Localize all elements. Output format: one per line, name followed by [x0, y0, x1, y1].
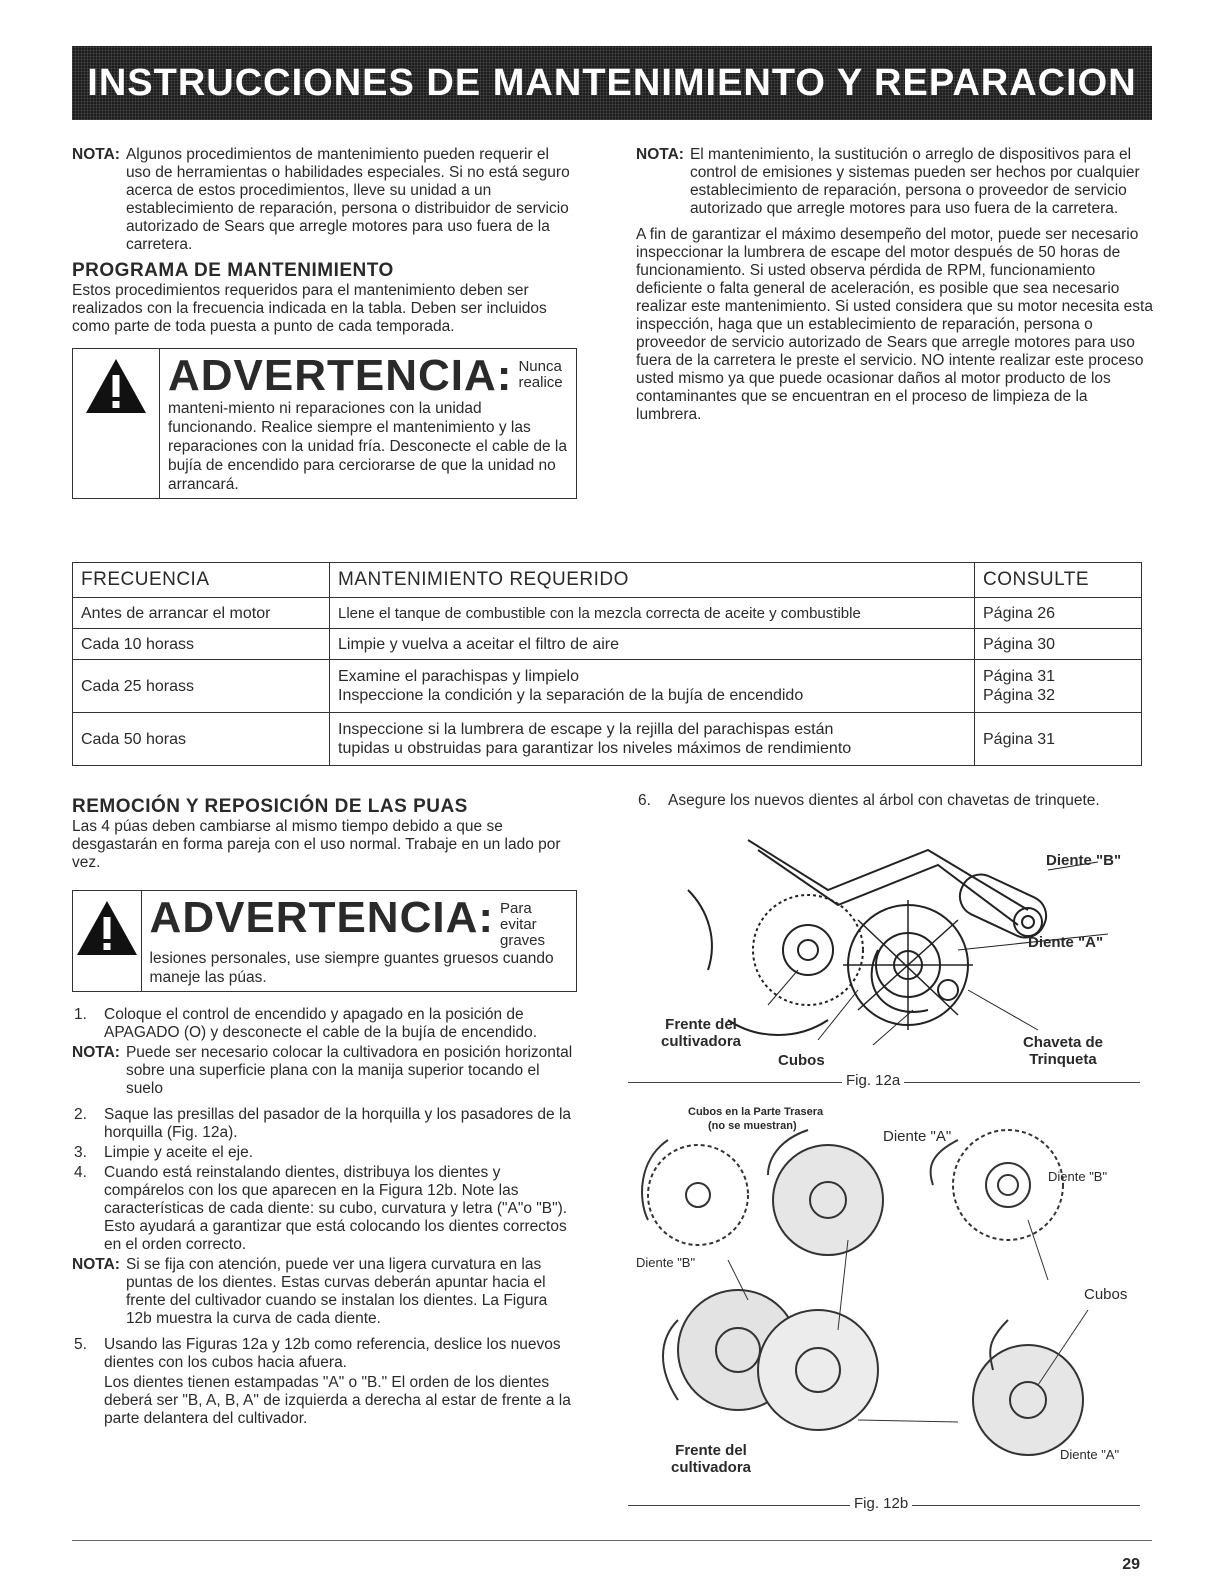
step-number: 2. [74, 1106, 87, 1123]
section-heading-remocion: REMOCIÓN Y REPOSICIÓN DE LAS PUAS [72, 796, 468, 817]
cell-frecuencia: Cada 50 horas [73, 713, 330, 766]
table-row [73, 660, 1142, 713]
nota-posicion [72, 1044, 577, 1098]
nota-text: Puede ser necesario colocar la cultivadora en posición horizontal sobre una superficie plana con la manija superior tocando el suelo [125, 1044, 573, 1097]
label-diente-b-left: Diente "B" [636, 1255, 696, 1270]
nota-label: NOTA: [72, 1256, 120, 1273]
footer-rule [72, 1540, 1152, 1541]
cell-line: tupidas u obstruidas para garantizar los niveles máximos de rendimiento [338, 740, 852, 757]
warning-title: ADVERTENCIA: [168, 351, 513, 400]
warning-triangle-icon [73, 349, 160, 498]
warning-box [72, 348, 577, 499]
warning-title: ADVERTENCIA: [149, 893, 494, 942]
steps-list [72, 1336, 577, 1372]
maintenance-table [72, 562, 1142, 766]
label-diente-b-right: Diente "B" [1048, 1169, 1108, 1184]
label-frente-cultivadora: Frente del cultivadora [670, 1442, 752, 1476]
column-header-frecuencia: FRECUENCIA [73, 563, 330, 598]
steps-list [72, 1106, 577, 1254]
step-text: Limpie y aceite el eje. [104, 1144, 254, 1161]
step5-continuation: Los dientes tienen estampadas "A" o "B." El orden de los dientes deberá ser "B, A, B, A" de izquierda a derecha al estar de frente a la parte delantera del cultivador. [104, 1374, 571, 1427]
label-diente-a-top: Diente "A" [883, 1128, 952, 1145]
steps-list [72, 1006, 577, 1042]
remocion-section [72, 792, 577, 1434]
cell-frecuencia: Cada 10 horass [73, 629, 330, 660]
step-number: 6. [638, 792, 651, 809]
label-diente-b: Diente "B" [1046, 852, 1122, 869]
remocion-intro: Las 4 púas deben cambiarse al mismo tiempo debido a que se desgastarán en forma pareja con el uso normal. Trabaje en un lado por vez. [72, 818, 561, 871]
lumbrera-paragraph: A fin de garantizar el máximo desempeño del motor, puede ser necesario inspeccionar la lumbrera de escape del motor después de 50 horas de funcionamiento. Si usted observa pérdida de RPM, funcionamiento deficiente o falta general de aceleración, es posible que sea necesario realizar este mantenimiento. Si usted considera que su motor necesita esta inspección, haga que un establecimiento de reparación, persona o proveedor de servicio autorizado de Sears que arregle motores para uso fuera de la carretera le preste el servicio. NO intente realizar este proceso usted mismo ya que puede ocasionar daños al motor producto de los contaminantes que se encuentran en el proceso de limpieza de la lumbrera. [636, 226, 1153, 423]
nota-label: NOTA: [72, 1044, 120, 1061]
step-number: 1. [74, 1006, 87, 1023]
list-item [72, 1106, 577, 1142]
step-text: Asegure los nuevos dientes al árbol con chavetas de trinquete. [668, 792, 1100, 809]
table-row [73, 713, 1142, 766]
list-item [72, 1336, 577, 1372]
cell-line: Inspeccione la condición y la separación de la bujía de encendido [338, 687, 804, 704]
cell-mantenimiento [330, 660, 975, 713]
list-item [72, 1164, 577, 1254]
warning-triangle-icon [73, 891, 142, 991]
cell-line: Examine el parachispas y limpielo [338, 668, 579, 685]
caption-fig-12a: Fig. 12a [842, 1072, 904, 1089]
label-diente-a: Diente "A" [1028, 934, 1104, 951]
list-item [72, 1144, 577, 1162]
nota-mantenimiento [72, 146, 577, 254]
step-text: Usando las Figuras 12a y 12b como referencia, deslice los nuevos dientes con los cubos hacia afuera. [104, 1336, 561, 1371]
column-header-mantenimiento: MANTENIMIENTO REQUERIDO [330, 563, 975, 598]
cell-mantenimiento: Llene el tanque de combustible con la mezcla correcta de aceite y combustible [330, 598, 975, 629]
page-title: INSTRUCCIONES DE MANTENIMIENTO Y REPARACION [87, 61, 1137, 104]
cell-line: Inspeccione si la lumbrera de escape y la rejilla del parachispas están [338, 721, 834, 738]
label-cubos: Cubos [778, 1052, 825, 1069]
programa-paragraph: Estos procedimientos requeridos para el mantenimiento deben ser realizados con la frecuencia indicada en la tabla. Deben ser incluidos como parte de toda puesta a punto de cada temporada. [72, 282, 547, 335]
warning-box [72, 890, 577, 992]
step-number: 5. [74, 1336, 87, 1353]
steps-list [636, 792, 1136, 810]
list-item [72, 1006, 577, 1042]
section-heading-programa: PROGRAMA DE MANTENIMIENTO [72, 260, 394, 281]
cell-mantenimiento [330, 713, 975, 766]
figure-12a [628, 830, 1148, 1090]
step-text: Saque las presillas del pasador de la horquilla y los pasadores de la horquilla (Fig. 12a). [104, 1106, 572, 1141]
step-text: Cuando está reinstalando dientes, distribuya los dientes y compárelos con los que aparecen en la Figura 12b. Note las características de cada diente: su cubo, curvatura y letra ("A"o "B"). Esto ayudará a garantizar que está colocando los dientes correctos en el orden correcto. [104, 1164, 568, 1253]
step6 [636, 792, 1136, 812]
cell-mantenimiento: Limpie y vuelva a aceitar el filtro de aire [330, 629, 975, 660]
column-header-consulte: CONSULTE [975, 563, 1142, 598]
cell-line: Página 31 [983, 668, 1056, 685]
step-number: 3. [74, 1144, 87, 1161]
label-frente-cultivadora: Frente del cultivadora [660, 1016, 742, 1050]
step-number: 4. [74, 1164, 87, 1181]
nota-text: El mantenimiento, la sustitución o arreglo de dispositivos para el control de emisiones y sistemas pueden ser hechos por cualquier establecimiento de reparación, persona o proveedor de servicio autorizado que arregle motores para uso fuera de la carretera. [689, 146, 1140, 217]
cell-frecuencia: Antes de arrancar el motor [73, 598, 330, 629]
page-banner [72, 46, 1152, 120]
right-column [636, 146, 1156, 432]
nota-label: NOTA: [636, 146, 684, 163]
warning-text: manteni-miento ni reparaciones con la unidad funcionando. Realice siempre el mantenimiento y las reparaciones con la unidad fría. Desconecte el cable de la bujía de encendido para cerciorarse de que la unidad no arrancará. [168, 400, 567, 493]
nota-emisiones [636, 146, 1156, 218]
page-number: 29 [1122, 1556, 1140, 1573]
cell-consulte: Página 26 [975, 598, 1142, 629]
cell-consulte: Página 30 [975, 629, 1142, 660]
left-column [72, 146, 577, 499]
nota-text: Algunos procedimientos de mantenimiento pueden requerir el uso de herramientas o habilidades especiales. Si no está seguro acerca de estos procedimientos, lleve su unidad a un establecimiento de reparación, persona o distribuidor de servicio autorizado de Sears que arregle motores para uso fuera de la carretera. [125, 146, 570, 253]
cell-consulte [975, 660, 1142, 713]
warning-text: lesiones personales, use siempre guantes gruesos cuando maneje las púas. [149, 950, 554, 986]
warning-lead: Nunca realice [518, 358, 563, 391]
figure-12b [628, 1100, 1148, 1500]
cell-consulte: Página 31 [975, 713, 1142, 766]
nota-label: NOTA: [72, 146, 120, 163]
label-chaveta-trinqueta: Chaveta de Trinqueta [1022, 1034, 1104, 1068]
nota-text: Si se fija con atención, puede ver una ligera curvatura en las puntas de los dientes. Estas curvas deberán apuntar hacia el frente del cultivador cuando se instalan los dientes. La Figura 12b muestra la curva de cada diente. [125, 1256, 548, 1327]
step-text: Coloque el control de encendido y apagado en la posición de APAGADO (O) y desconecte el cable de la bujía de encendido. [104, 1006, 538, 1041]
list-item [636, 792, 1136, 810]
label-cubos-trasera: Cubos en la Parte Trasera [688, 1106, 824, 1118]
label-cubos: Cubos [1084, 1286, 1128, 1303]
nota-curvatura [72, 1256, 577, 1328]
cell-frecuencia: Cada 25 horass [73, 660, 330, 713]
label-no-muestran: (no se muestran) [708, 1120, 797, 1132]
cell-line: Página 32 [983, 687, 1056, 704]
table-row [73, 598, 1142, 629]
caption-fig-12b: Fig. 12b [850, 1495, 912, 1512]
warning-lead: Para evitar graves [500, 900, 546, 949]
table-header-row [73, 563, 1142, 598]
table-row [73, 629, 1142, 660]
label-diente-a-bottom: Diente "A" [1060, 1447, 1120, 1462]
tines-arrangement-illustration [628, 1100, 1148, 1500]
